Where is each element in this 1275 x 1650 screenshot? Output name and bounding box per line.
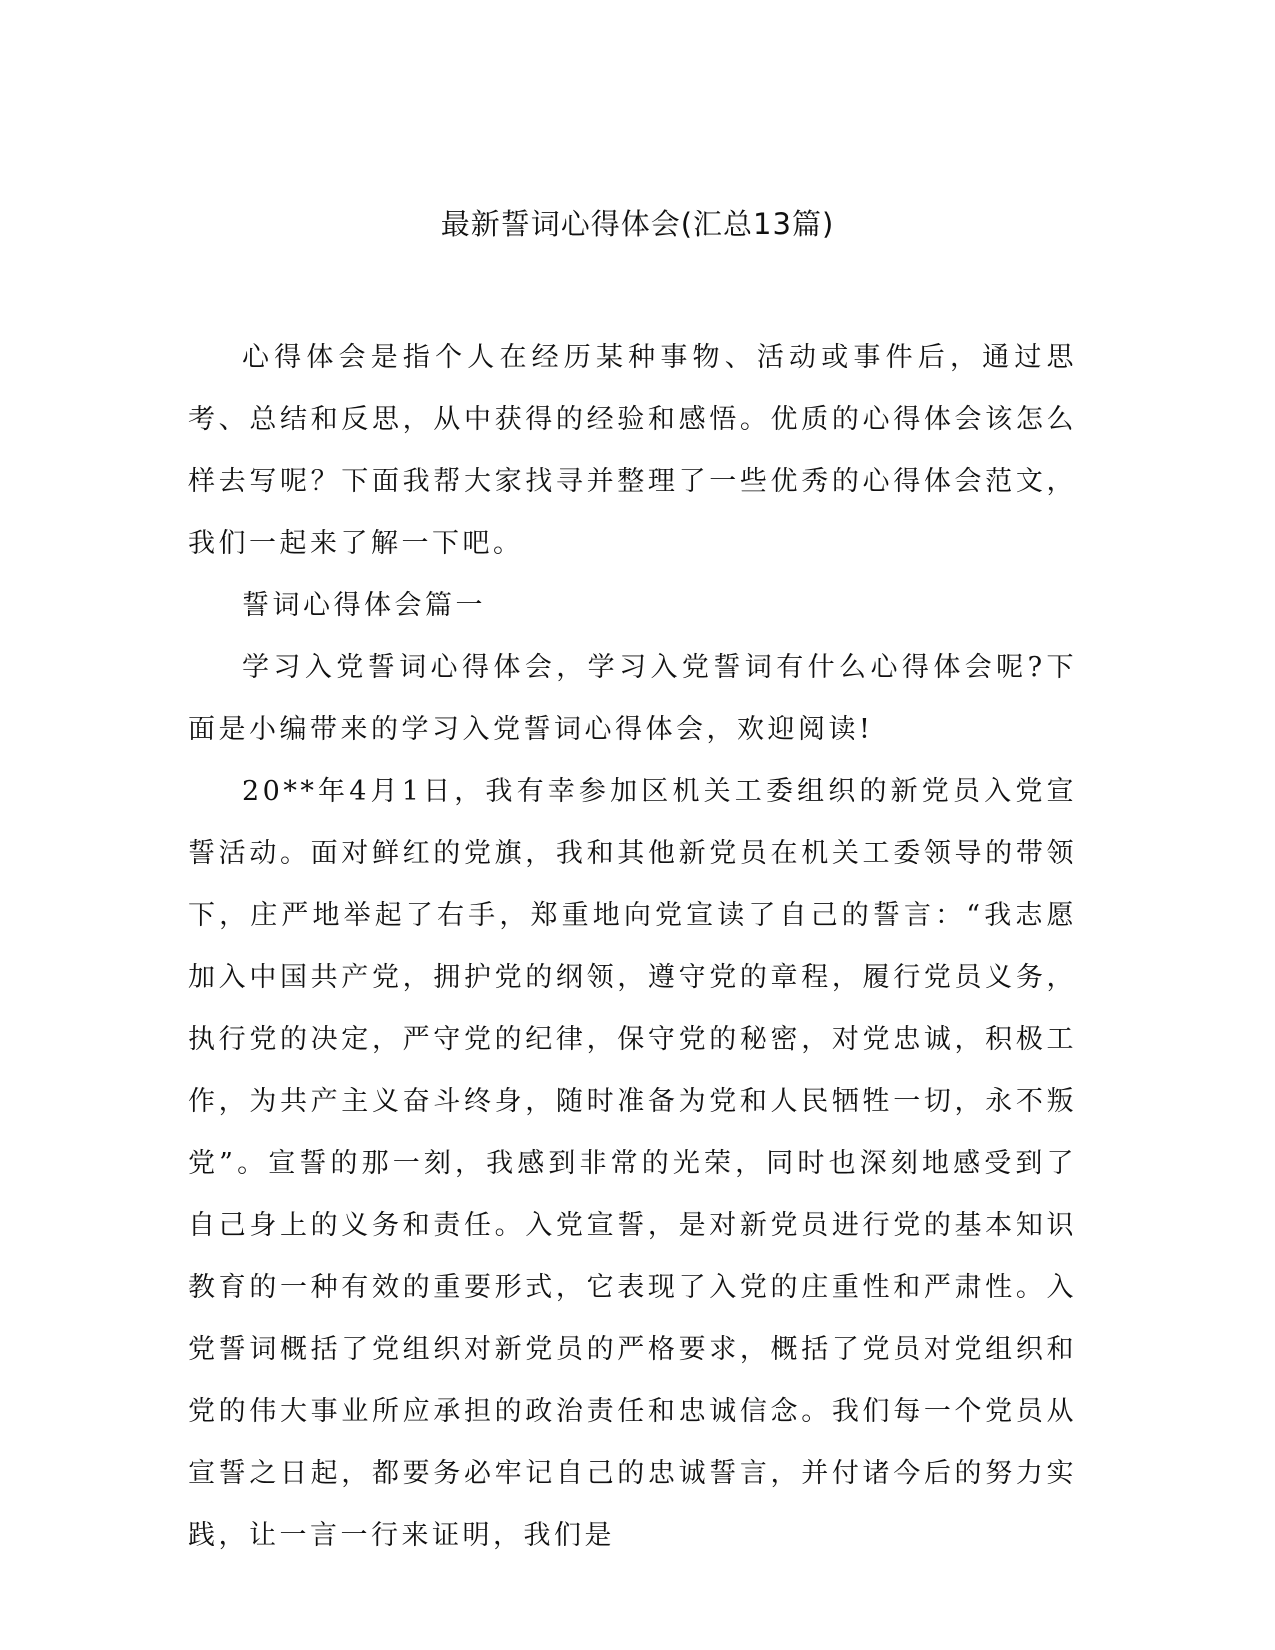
document-body <box>188 327 1077 1567</box>
document-title: 最新誓词心得体会(汇总13篇) <box>440 207 835 241</box>
body-paragraph: 20**年4月1日，我有幸参加区机关工委组织的新党员入党宣誓活动。面对鲜红的党旗，我和其他新党员在机关工委领导的带领下，庄严地举起了右手，郑重地向党宣读了自己的誓言：“我志愿加入中国共产党，拥护党的纲领，遵守党的章程，履行党员义务，执行党的决定，严守党的纪律，保守党的秘密，对党忠诚，积极工作，为共产主义奋斗终身，随时准备为党和人民牺牲一切，永不叛党”。宣誓的那一刻，我感到非常的光荣，同时也深刻地感受到了自己身上的义务和责任。入党宣誓，是对新党员进行党的基本知识教育的一种有效的重要形式，它表现了入党的庄重性和严肃性。入党誓词概括了党组织对新党员的严格要求，概括了党员对党组织和党的伟大事业所应承担的政治责任和忠诚信念。我们每一个党员从宣誓之日起，都要务必牢记自己的忠诚誓言，并付诸今后的努力实践，让一言一行来证明，我们是 <box>188 776 1077 1551</box>
body-paragraph: 学习入党誓词心得体会，学习入党誓词有什么心得体会呢?下面是小编带来的学习入党誓词心得体会，欢迎阅读! <box>188 652 1077 745</box>
intro-paragraph: 心得体会是指个人在经历某种事物、活动或事件后，通过思考、总结和反思，从中获得的经验和感悟。优质的心得体会该怎么样去写呢？下面我帮大家找寻并整理了一些优秀的心得体会范文，我们一起来了解一下吧。 <box>188 342 1077 559</box>
section-heading: 誓词心得体会篇一 <box>242 590 486 621</box>
